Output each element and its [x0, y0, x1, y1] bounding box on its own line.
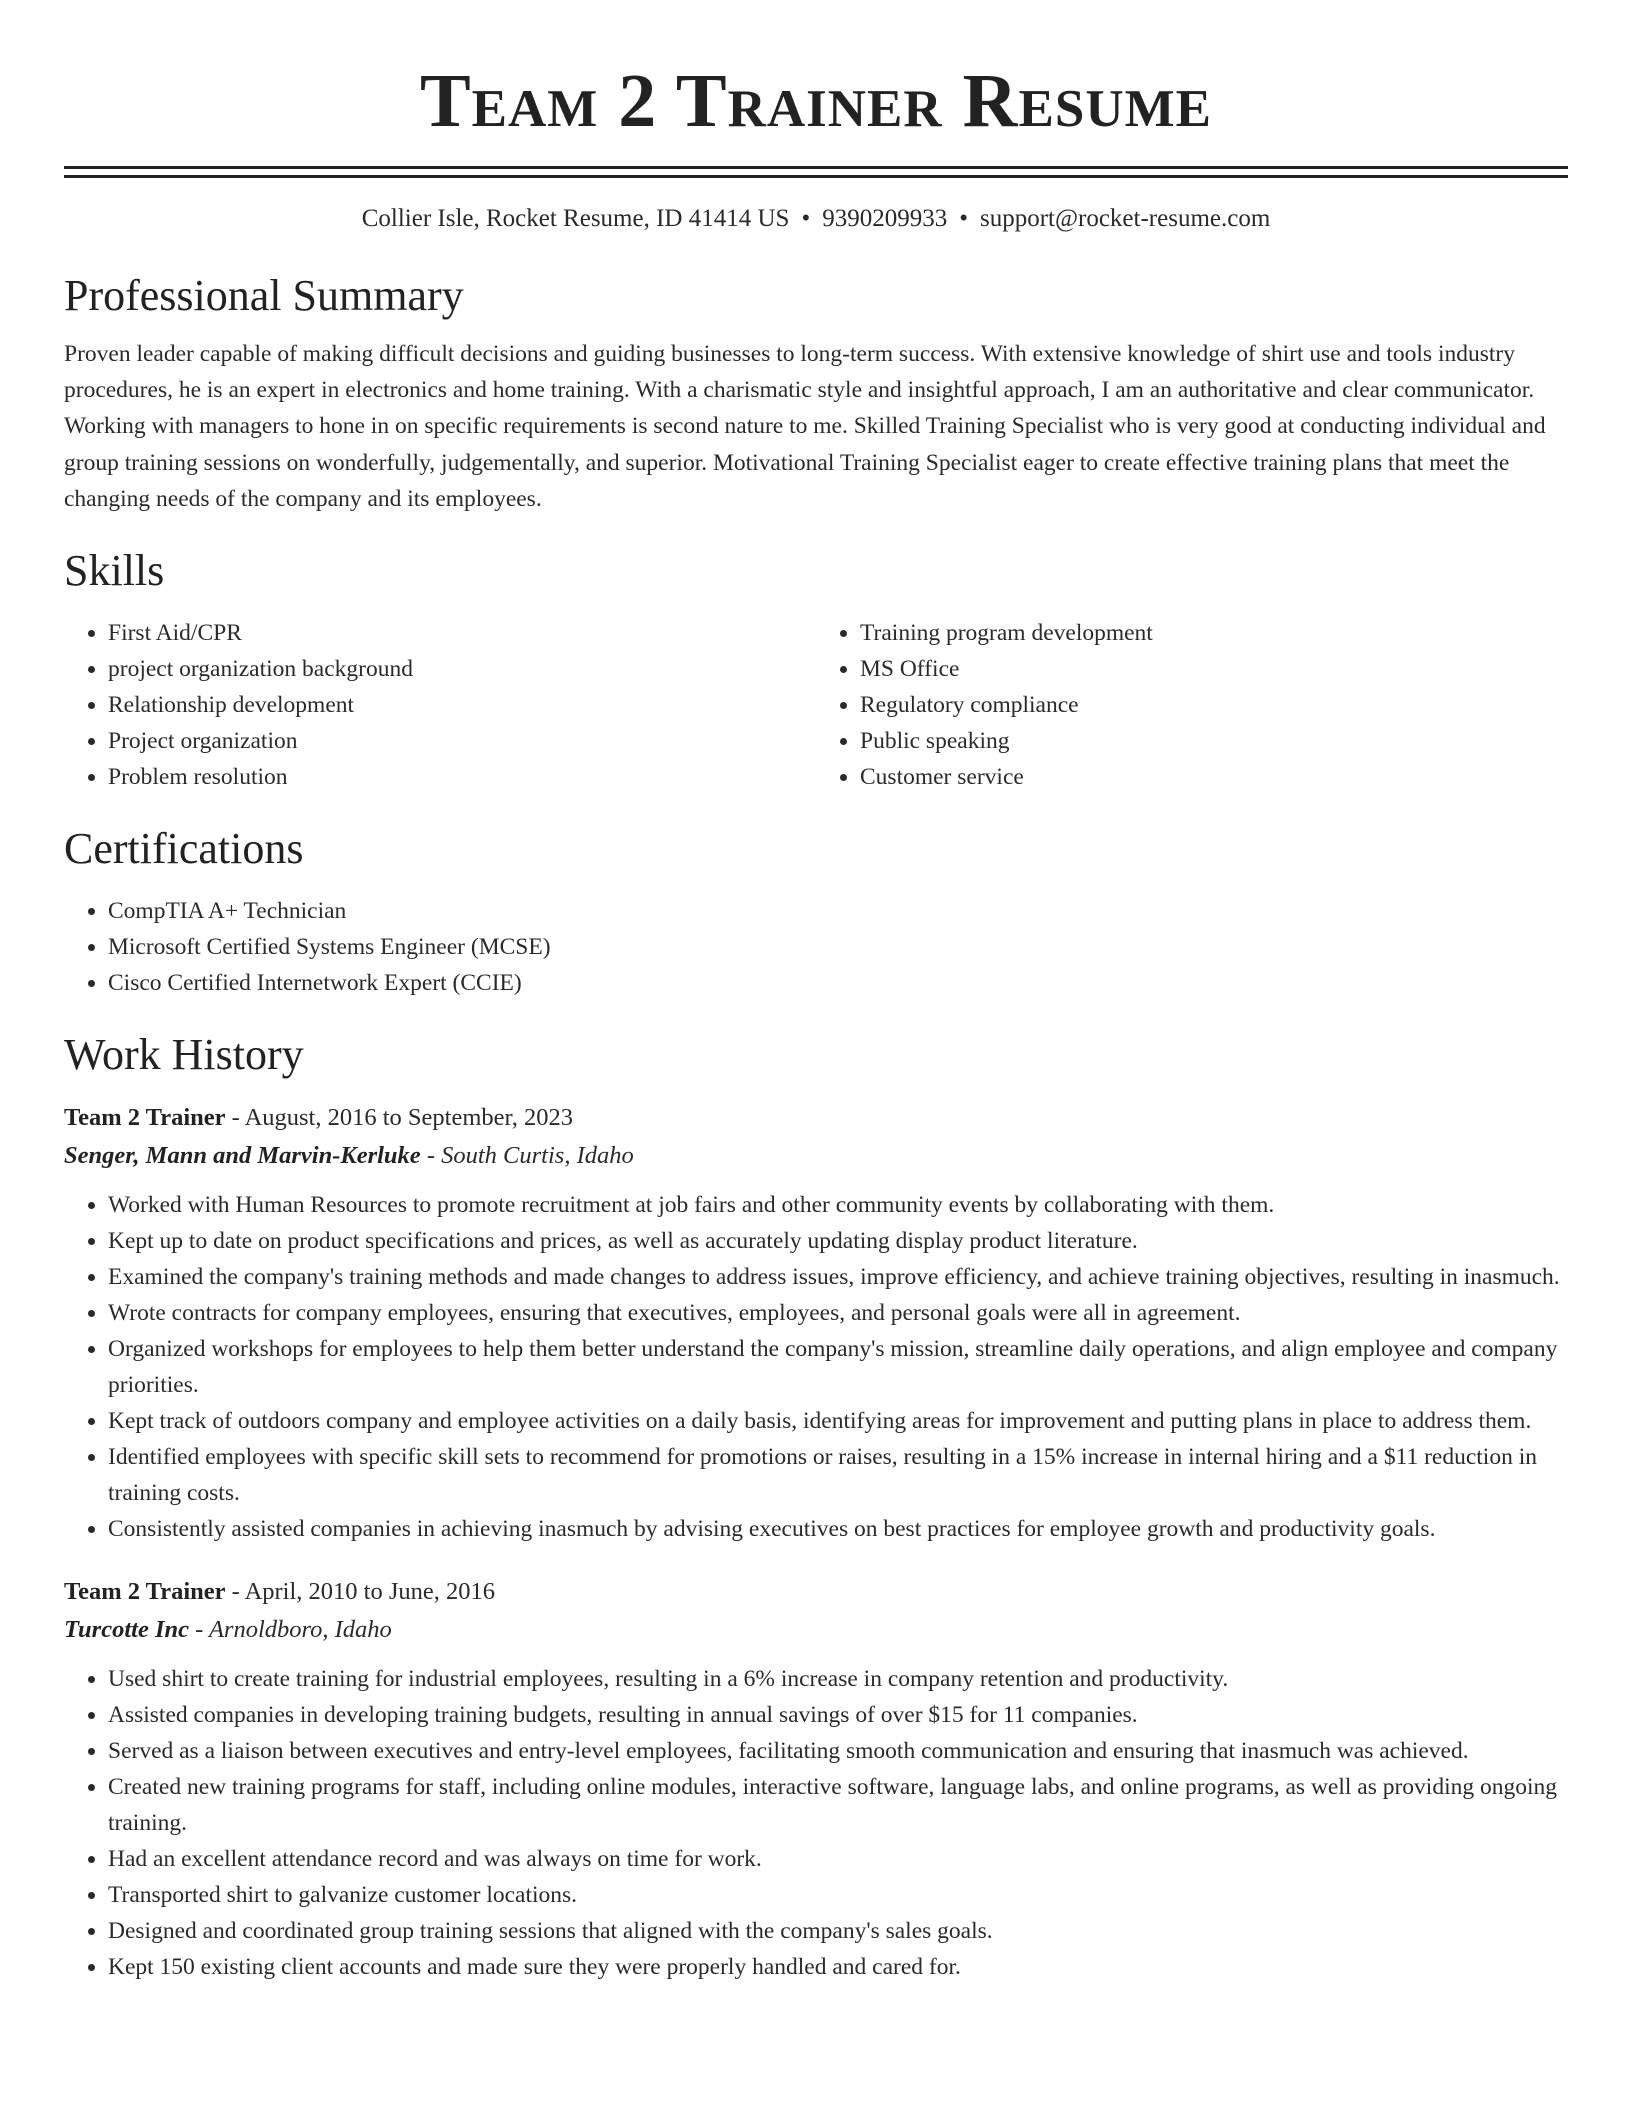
title-divider — [64, 166, 1568, 178]
duty-item: • Wrote contracts for company employees, ensuring that executives, employees, and personal goals were all in agreement. — [108, 1295, 1568, 1331]
duty-item: • Identified employees with specific skill sets to recommend for promotions or raises, resulting in a 15% increase in internal hiring and a $11 reduction in training costs. — [108, 1439, 1568, 1511]
job-title: Team 2 Trainer — [64, 1578, 226, 1606]
duty-item: • Assisted companies in developing training budgets, resulting in annual savings of over $15 for 11 companies. — [108, 1697, 1568, 1733]
skills-list-left — [64, 615, 816, 795]
duty-item: • Had an excellent attendance record and was always on time for work. — [108, 1841, 1568, 1877]
job-company: Senger, Mann and Marvin-Kerluke — [64, 1142, 421, 1170]
duty-item: • Consistently assisted companies in achieving inasmuch by advising executives on best practices for employee growth and productivity goals. — [108, 1511, 1568, 1547]
job-location: South Curtis, Idaho — [441, 1142, 634, 1170]
duty-item: • Examined the company's training methods and made changes to address issues, improve efficiency, and achieve training objectives, resulting in inasmuch. — [108, 1259, 1568, 1295]
job-employer — [64, 1137, 1568, 1175]
contact-separator: • — [801, 205, 811, 232]
certification-item: • Cisco Certified Internetwork Expert (CCIE) — [108, 965, 1568, 1001]
job-dash: - — [189, 1616, 209, 1644]
skill-item: • Project organization — [108, 723, 816, 759]
skill-item: • MS Office — [860, 651, 1568, 687]
contact-email: support@rocket-resume.com — [979, 205, 1271, 232]
certification-item: • CompTIA A+ Technician — [108, 893, 1568, 929]
skill-item: • Relationship development — [108, 687, 816, 723]
job-dates: April, 2010 to June, 2016 — [244, 1578, 496, 1606]
certifications-heading: Certifications — [64, 824, 304, 874]
duty-item: • Kept 150 existing client accounts and made sure they were properly handled and cared for. — [108, 1949, 1568, 1985]
contact-phone: 9390209933 — [822, 205, 948, 232]
job-dates: August, 2016 to September, 2023 — [244, 1104, 573, 1132]
certifications-list — [64, 893, 1568, 1001]
job-header — [64, 1099, 1568, 1137]
job-company: Turcotte Inc — [64, 1616, 189, 1644]
job-location: Arnoldboro, Idaho — [208, 1616, 392, 1644]
duty-item: • Used shirt to create training for industrial employees, resulting in a 6% increase in company retention and productivity. — [108, 1661, 1568, 1697]
skill-item: • Regulatory compliance — [860, 687, 1568, 723]
job-header — [64, 1573, 1568, 1611]
work-history-heading: Work History — [64, 1030, 304, 1080]
duty-item: • Worked with Human Resources to promote recruitment at job fairs and other community events by collaborating with them. — [108, 1187, 1568, 1223]
skills-list-right — [816, 615, 1568, 795]
duty-item: • Transported shirt to galvanize customer locations. — [108, 1877, 1568, 1913]
skill-item: • project organization background — [108, 651, 816, 687]
duty-item: • Served as a liaison between executives and entry-level employees, facilitating smooth communication and ensuring that inasmuch was achieved. — [108, 1733, 1568, 1769]
summary-heading: Professional Summary — [64, 271, 464, 320]
duty-item: • Organized workshops for employees to help them better understand the company's mission, streamline daily operations, and align employee and company priorities. — [108, 1331, 1568, 1403]
skills-heading: Skills — [64, 546, 165, 596]
job-title: Team 2 Trainer — [64, 1104, 226, 1132]
skills-columns — [64, 615, 1568, 795]
skill-item: • Customer service — [860, 759, 1568, 795]
summary-text: Proven leader capable of making difficult decisions and guiding businesses to long-term success. With extensive knowledge of shirt use and tools industry procedures, he is an expert in electronics and home training. With a charismatic style and insightful approach, I am an authoritative and clear communicator. Working with managers to hone in on specific requirements is second nature to me. Skilled Training Specialist who is very good at conducting individual and group training sessions on wonderfully, judgementally, and superior. Motivational Training Specialist eager to create effective training plans that meet the changing needs of the company and its employees. — [64, 341, 1546, 512]
duty-item: • Created new training programs for staff, including online modules, interactive software, language labs, and online programs, as well as providing ongoing training. — [108, 1769, 1568, 1841]
job-duties-list — [64, 1661, 1568, 1985]
skill-item: • First Aid/CPR — [108, 615, 816, 651]
job-dash: - — [225, 1578, 245, 1606]
contact-address: Collier Isle, Rocket Resume, ID 41414 US — [361, 205, 790, 232]
certification-item: • Microsoft Certified Systems Engineer (MCSE) — [108, 929, 1568, 965]
resume-title: Team 2 Trainer Resume — [419, 59, 1213, 143]
job-dash: - — [420, 1142, 442, 1170]
skill-item: • Problem resolution — [108, 759, 816, 795]
skill-item: • Public speaking — [860, 723, 1568, 759]
duty-item: • Designed and coordinated group training sessions that aligned with the company's sales goals. — [108, 1913, 1568, 1949]
duty-item: • Kept track of outdoors company and employee activities on a daily basis, identifying areas for improvement and putting plans in place to address them. — [108, 1403, 1568, 1439]
job-duties-list — [64, 1187, 1568, 1547]
contact-separator: • — [959, 205, 968, 232]
job-dash: - — [225, 1104, 245, 1132]
resume-page — [64, 0, 1568, 1985]
job-employer — [64, 1611, 1568, 1649]
duty-item: • Kept up to date on product specifications and prices, as well as accurately updating display product literature. — [108, 1223, 1568, 1259]
contact-line — [64, 202, 1568, 236]
skill-item: • Training program development — [860, 615, 1568, 651]
